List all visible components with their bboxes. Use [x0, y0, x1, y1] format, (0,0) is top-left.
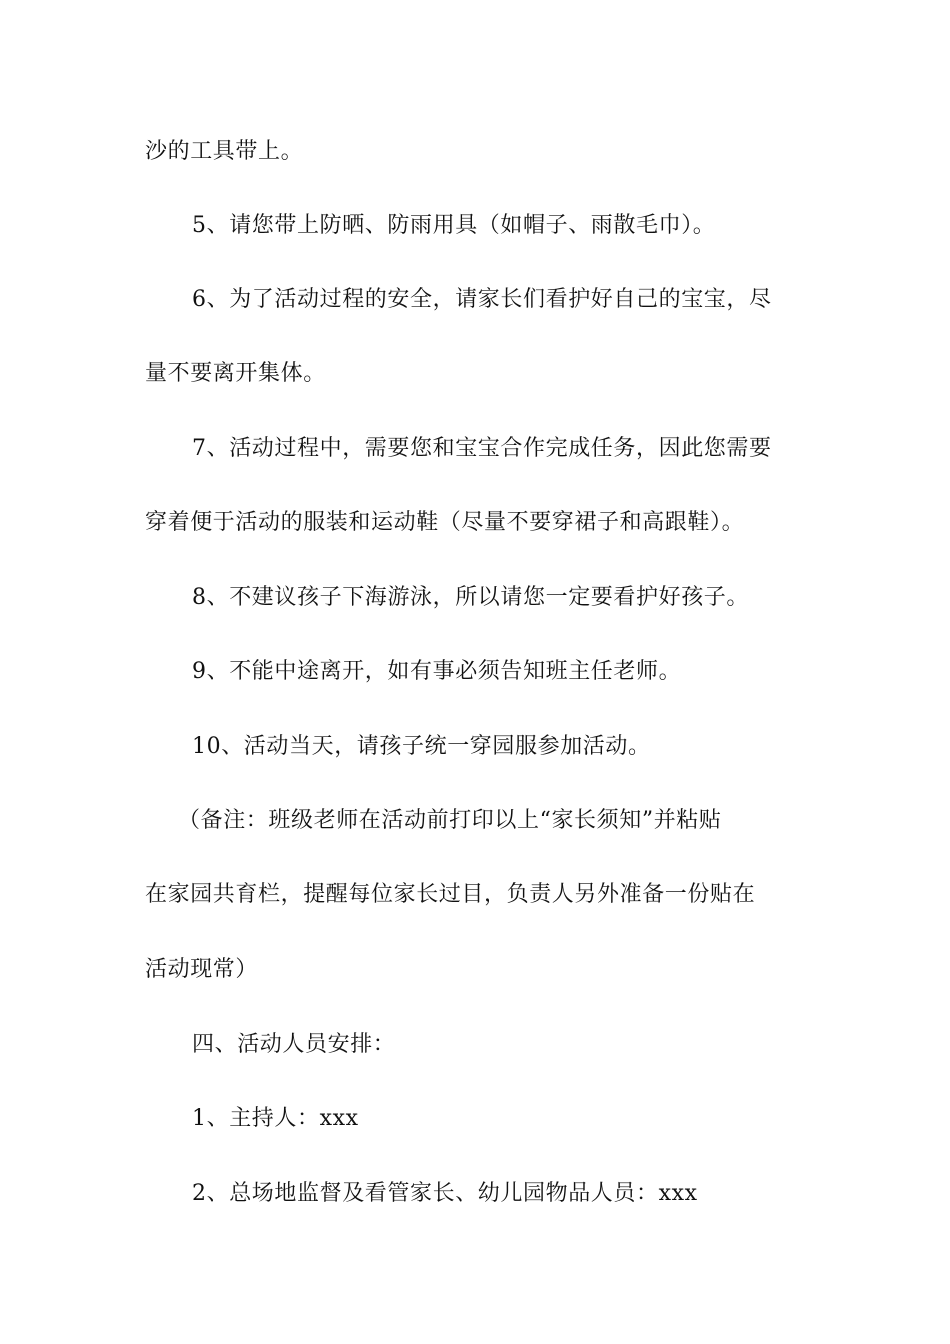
note-paragraph-continuation: 在家园共育栏，提醒每位家长过目，负责人另外准备一份贴在 — [145, 882, 756, 907]
list-item-9: 9、不能中途离开，如有事必须告知班主任老师。 — [192, 659, 682, 684]
section-heading-staff: 四、活动人员安排： — [192, 1032, 396, 1057]
list-item-5: 5、请您带上防晒、防雨用具（如帽子、雨散毛巾）。 — [192, 213, 716, 238]
note-paragraph-end: 活动现常） — [145, 957, 259, 982]
note-paragraph: （备注：班级老师在活动前打印以上“家长须知”并粘贴 — [178, 808, 722, 833]
list-item-10: 10、活动当天，请孩子统一穿园服参加活动。 — [192, 734, 651, 759]
list-item-6: 6、为了活动过程的安全，请家长们看护好自己的宝宝，尽 — [192, 287, 772, 312]
list-item-6-continuation: 量不要离开集体。 — [145, 361, 326, 386]
list-item-7: 7、活动过程中，需要您和宝宝合作完成任务，因此您需要 — [192, 436, 772, 461]
list-item-8: 8、不建议孩子下海游泳，所以请您一定要看护好孩子。 — [192, 585, 749, 610]
staff-item-2: 2、总场地监督及看管家长、幼儿园物品人员：xxx — [192, 1181, 698, 1206]
list-item-7-continuation: 穿着便于活动的服装和运动鞋（尽量不要穿裙子和高跟鞋）。 — [145, 510, 745, 535]
text-line-continuation: 沙的工具带上。 — [145, 139, 304, 164]
staff-item-1: 1、主持人：xxx — [192, 1106, 359, 1131]
